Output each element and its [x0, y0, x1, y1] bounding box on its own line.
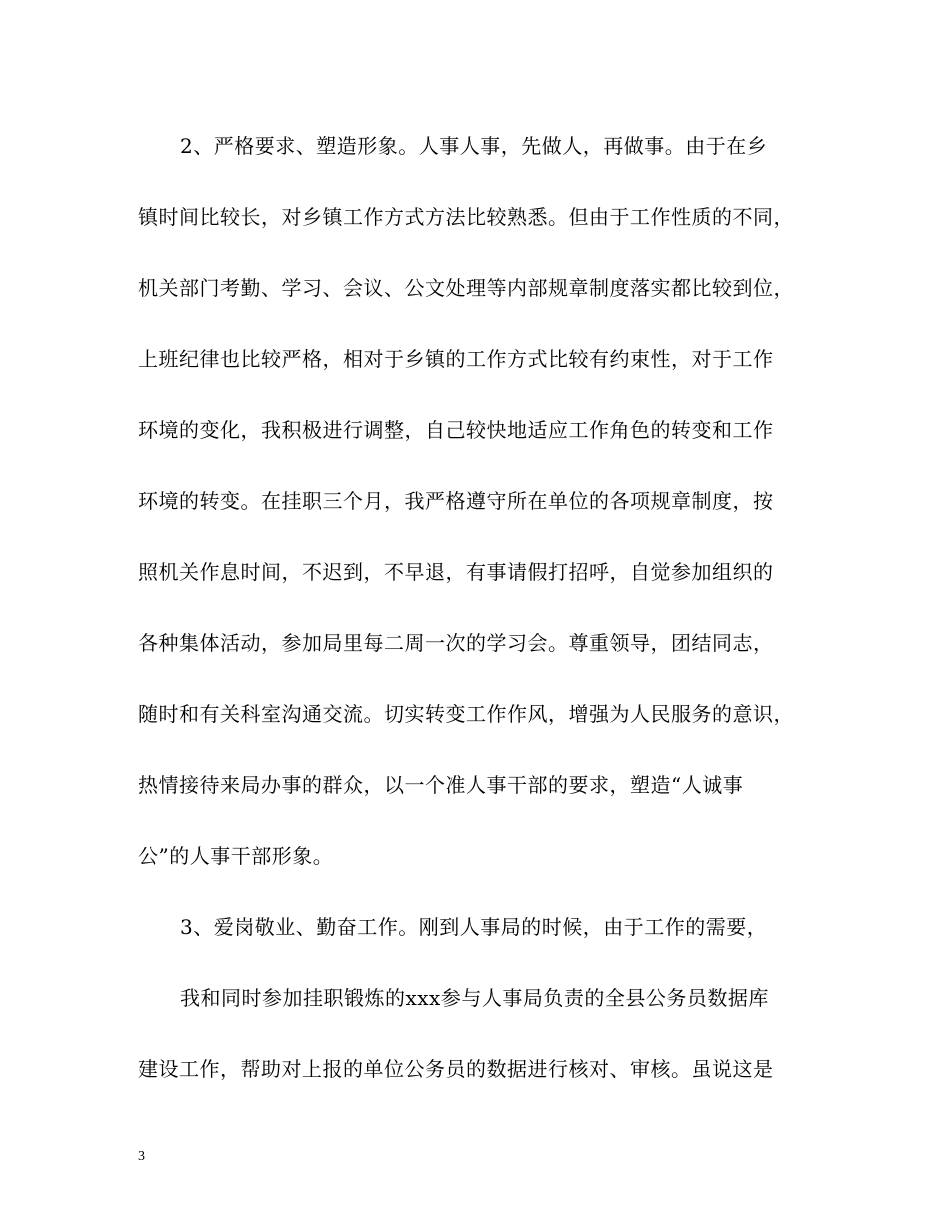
paragraph-line: 3、爱岗敬业、勤奋工作。刚到人事局的时候，由于工作的需要，	[180, 915, 768, 939]
paragraph-line: 公”的人事干部形象。	[138, 844, 334, 868]
paragraph-line: 2、严格要求、塑造形象。人事人事，先做人，再做事。由于在乡	[180, 134, 768, 158]
paragraph-line: 建设工作，帮助对上报的单位公务员的数据进行核对、审核。虽说这是	[138, 1057, 774, 1081]
page-number: 3	[138, 1149, 145, 1164]
paragraph-line: 上班纪律也比较严格，相对于乡镇的工作方式比较有约束性，对于工作	[138, 347, 774, 371]
paragraph-line: 热情接待来局办事的群众，以一个准人事干部的要求，塑造“人诚事	[138, 773, 744, 797]
paragraph-line: 机关部门考勤、学习、会议、公文处理等内部规章制度落实都比较到位，	[138, 276, 794, 300]
paragraph-line: 随时和有关科室沟通交流。切实转变工作作风，增强为人民服务的意识，	[138, 702, 794, 726]
paragraph-line: 环境的转变。在挂职三个月，我严格遵守所在单位的各项规章制度，按	[138, 489, 774, 513]
paragraph-line: 镇时间比较长，对乡镇工作方式方法比较熟悉。但由于工作性质的不同，	[138, 205, 794, 229]
paragraph-line: 照机关作息时间，不迟到，不早退，有事请假打招呼，自觉参加组织的	[138, 560, 774, 584]
paragraph-line: 环境的变化，我积极进行调整，自己较快地适应工作角色的转变和工作	[138, 418, 774, 442]
paragraph-line: 我和同时参加挂职锻炼的xxx参与人事局负责的全县公务员数据库	[180, 986, 769, 1010]
paragraph-line: 各种集体活动，参加局里每二周一次的学习会。尊重领导，团结同志，	[138, 631, 774, 655]
